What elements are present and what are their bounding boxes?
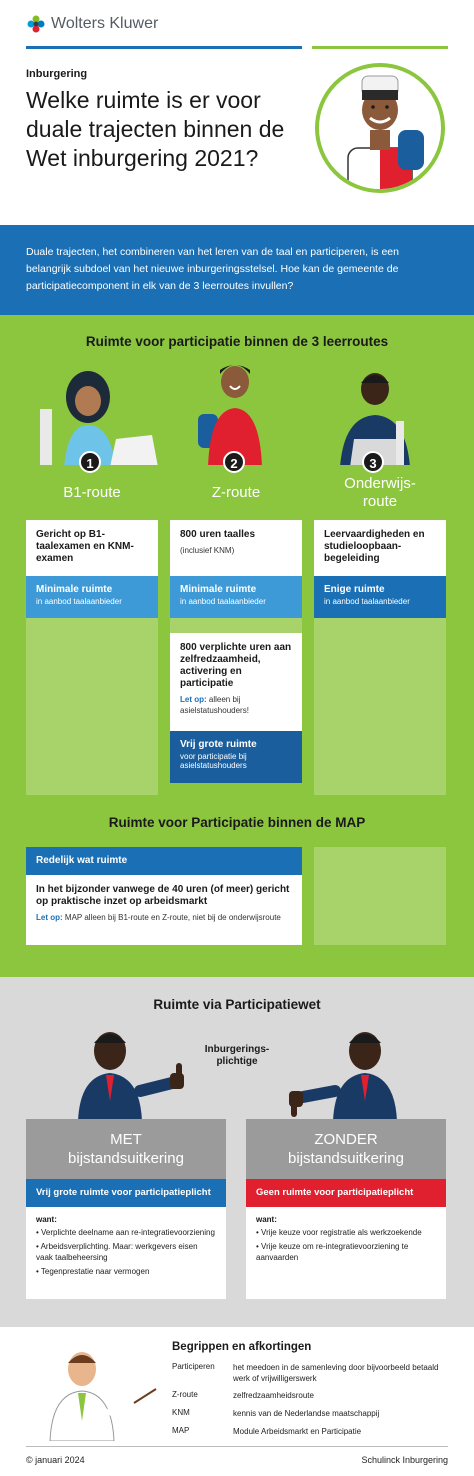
map-empty-column (314, 847, 446, 945)
onderwijs-route-card: Leervaardigheden en studieloopbaan-begeleiding (314, 520, 446, 576)
glossary-title: Begrippen en afkortingen (172, 1341, 312, 1353)
zonder-bijstandsuitkering-card: want: • Vrije keuze voor registratie als werkzoekende • Vrije keuze om re-integratievoorziening te aanvaarden (246, 1207, 446, 1299)
glossary-term: MAP (172, 1426, 190, 1435)
list-item: • Vrije keuze voor registratie als werkzoekende (256, 1228, 422, 1237)
teacher-pointer-illustration (30, 1341, 160, 1441)
route-number-1: 1 (79, 451, 101, 473)
z-route-extra-card: 800 verplichte uren aan zelfredzaamheid, activering en participatie Let op: alleen bij asielstatushouders! (170, 633, 302, 731)
z-route-space-bar: Minimale ruimte in aanbod taalaanbieder (170, 576, 302, 618)
inburgeringsplichtige-label: Inburgerings-plichtige (204, 1044, 270, 1067)
glossary-term: Z-route (172, 1390, 198, 1399)
header (0, 0, 474, 225)
route-number-3: 3 (362, 451, 384, 473)
intro-banner (0, 225, 474, 315)
onderwijs-route-space-bar: Enige ruimte in aanbod taalaanbieder (314, 576, 446, 618)
column-header-z: Z-route (170, 465, 302, 520)
glossary-section (0, 1327, 474, 1476)
z-route-asiel-bar: Vrij grote ruimte voor participatie bij asielstatushouders (170, 731, 302, 783)
man-thumbs-down-illustration (275, 1021, 415, 1121)
man-thumbs-up-illustration (60, 1021, 200, 1121)
header-divider-green (312, 46, 448, 49)
zonder-bijstandsuitkering-box: ZONDER bijstandsuitkering (246, 1119, 446, 1179)
glossary-definition: Module Arbeidsmarkt en Participatie (233, 1427, 362, 1436)
leerroutes-section (0, 315, 474, 977)
chef-illustration (312, 60, 448, 196)
map-card: In het bijzonder vanwege de 40 uren (of meer) gericht op praktische inzet op arbeidsmarkt Let op: MAP alleen bij B1-route en Z-route, niet bij de onderwijsroute (26, 875, 302, 945)
footer-publisher: Schulinck Inburgering (361, 1455, 448, 1465)
glossary-term: Participeren (172, 1362, 215, 1371)
b1-route-space-bar: Minimale ruimte in aanbod taalaanbieder (26, 576, 158, 618)
student-hijab-illustration (38, 367, 158, 467)
footer-divider (26, 1446, 448, 1447)
met-bijstandsuitkering-card: want: • Verplichte deelname aan re-integratievoorziening • Arbeidsverplichting. Maar: werkgevers eisen vaak taalbeheersing • Tegenprestatie naar vermogen (26, 1207, 226, 1299)
route-number-2: 2 (223, 451, 245, 473)
list-item: • Verplichte deelname aan re-integratievoorziening (36, 1228, 215, 1237)
category-label: Inburgering (26, 68, 88, 80)
wolters-kluwer-logo-icon (26, 14, 46, 34)
list-item: • Vrije keuze om re-integratievoorziening te aanvaarden (256, 1242, 409, 1262)
glossary-term: KNM (172, 1408, 190, 1417)
glossary-definition: het meedoen in de samenleving door bijvoorbeeld betaald werk of vrijwilligerswerk (233, 1363, 439, 1383)
met-bijstandsuitkering-box: MET bijstandsuitkering (26, 1119, 226, 1179)
brand-logo[interactable] (26, 14, 158, 34)
letop-label: Let op: (36, 913, 63, 922)
glossary-definition: kennis van de Nederlandse maatschappij (233, 1409, 380, 1418)
list-item: • Arbeidsverplichting. Maar: werkgevers eisen vaak taalbeheersing (36, 1242, 198, 1262)
footer-copyright: © januari 2024 (26, 1455, 85, 1465)
letop-label: Let op: (180, 695, 207, 704)
z-route-card: 800 uren taalles (inclusief KNM) (170, 520, 302, 576)
leerroutes-title: Ruimte voor participatie binnen de 3 leerroutes (85, 334, 389, 349)
zonder-bijstandsuitkering-bar: Geen ruimte voor participatieplicht (246, 1179, 446, 1207)
glossary-definition: zelfredzaamheidsroute (233, 1391, 314, 1400)
participatiewet-title: Ruimte via Participatiewet (153, 997, 321, 1012)
participatiewet-section (0, 977, 474, 1327)
brand-name: Wolters Kluwer (51, 15, 159, 32)
header-divider-blue (26, 46, 302, 49)
list-item: • Tegenprestatie naar vermogen (36, 1267, 150, 1276)
map-title: Ruimte voor Participatie binnen de MAP (108, 815, 366, 830)
page-title: Welke ruimte is er voor duale trajecten binnen de Wet inburgering 2021? (26, 87, 285, 171)
b1-route-card: Gericht op B1-taalexamen en KNM-examen (26, 520, 158, 576)
met-bijstandsuitkering-bar: Vrij grote ruimte voor participatieplicht (26, 1179, 226, 1207)
column-header-onderwijs: Onderwijs-route (314, 465, 446, 520)
column-header-b1: B1-route (26, 465, 158, 520)
map-space-bar: Redelijk wat ruimte (26, 847, 302, 875)
intro-text: Duale trajecten, het combineren van het leren van de taal en participeren, is een belangrijk subdoel van het nieuwe inburgeringsstelsel. Hoe kan de gemeente de participatiecomponent in elk van de 3 leerroutes invullen? (26, 246, 399, 292)
